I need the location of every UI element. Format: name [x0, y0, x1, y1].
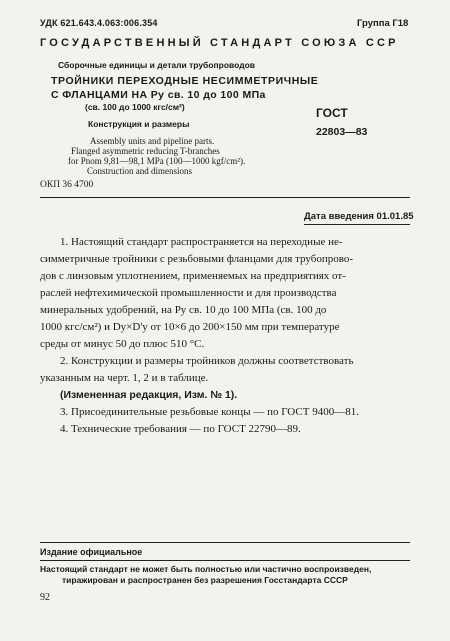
body-paragraph-line: 1. Настоящий стандарт распространяется на переходные не- [60, 236, 343, 248]
reprint-notice-line: тиражирован и распространен без разрешения Госстандарта СССР [62, 575, 348, 585]
udc-code: УДК 621.643.4.063:006.354 [40, 18, 158, 28]
standard-header: ГОСУДАРСТВЕННЫЙ СТАНДАРТ СОЮЗА ССР [40, 37, 399, 49]
body-paragraph-line: дов с линзовым уплотнением, применяемых на предприятиях от- [40, 270, 346, 282]
body-paragraph-line: среды от минус 50 до плюс 510 °С. [40, 338, 205, 350]
official-edition-label: Издание официальное [40, 547, 143, 557]
group-code: Группа Г18 [357, 18, 409, 29]
amendment-note: (Измененная редакция, Изм. № 1). [60, 389, 238, 401]
document-title-line-2: С ФЛАНЦАМИ НА Pу св. 10 до 100 МПа [51, 89, 266, 101]
document-subtitle: Сборочные единицы и детали трубопроводов [58, 60, 256, 70]
gost-label: ГОСТ [316, 106, 348, 120]
okp-code: ОКП 36 4700 [40, 180, 94, 190]
body-paragraph-line: 3. Присоединительные резьбовые концы — по ГОСТ 9400—81. [60, 406, 359, 418]
english-title-line: for Pnom 9,81—98,1 MPa (100—1000 kgf/cm²). [68, 156, 246, 166]
english-title-line: Construction and dimensions [87, 166, 192, 176]
body-paragraph-line: симметричные тройники с резьбовыми фланцами для трубопрово- [40, 253, 354, 265]
english-title-line: Flanged asymmetric reducing T-branches [71, 146, 220, 156]
divider [40, 560, 410, 561]
document-title-line-3: (св. 100 до 1000 кгс/см²) [85, 102, 185, 112]
english-title-line: Assembly units and pipeline parts. [90, 136, 215, 146]
effective-date: Дата введения 01.01.85 [304, 211, 414, 222]
document-title-line-1: ТРОЙНИКИ ПЕРЕХОДНЫЕ НЕСИММЕТРИЧНЫЕ [51, 75, 319, 87]
body-paragraph-line: 4. Технические требования — по ГОСТ 22790—89. [60, 423, 301, 435]
page-number: 92 [40, 592, 50, 603]
body-paragraph-line: указанным на черт. 1, 2 и в таблице. [40, 372, 209, 384]
divider [40, 197, 410, 198]
body-paragraph-line: 1000 кгс/см²) и Dy×D'y от 10×6 до 200×150 мм при температуре [40, 321, 340, 333]
reprint-notice-line: Настоящий стандарт не может быть полностью или частично воспроизведен, [40, 564, 372, 574]
body-paragraph-line: раслей нефтехимической промышленности и для производства [40, 287, 337, 299]
gost-number: 22803—83 [316, 126, 368, 138]
body-paragraph-line: минеральных удобрений, на Pу св. 10 до 100 МПа (св. 100 до [40, 304, 327, 316]
divider [304, 224, 410, 225]
divider [40, 542, 410, 543]
document-title-line-4: Конструкция и размеры [88, 119, 190, 129]
body-paragraph-line: 2. Конструкции и размеры тройников должны соответствовать [60, 355, 354, 367]
